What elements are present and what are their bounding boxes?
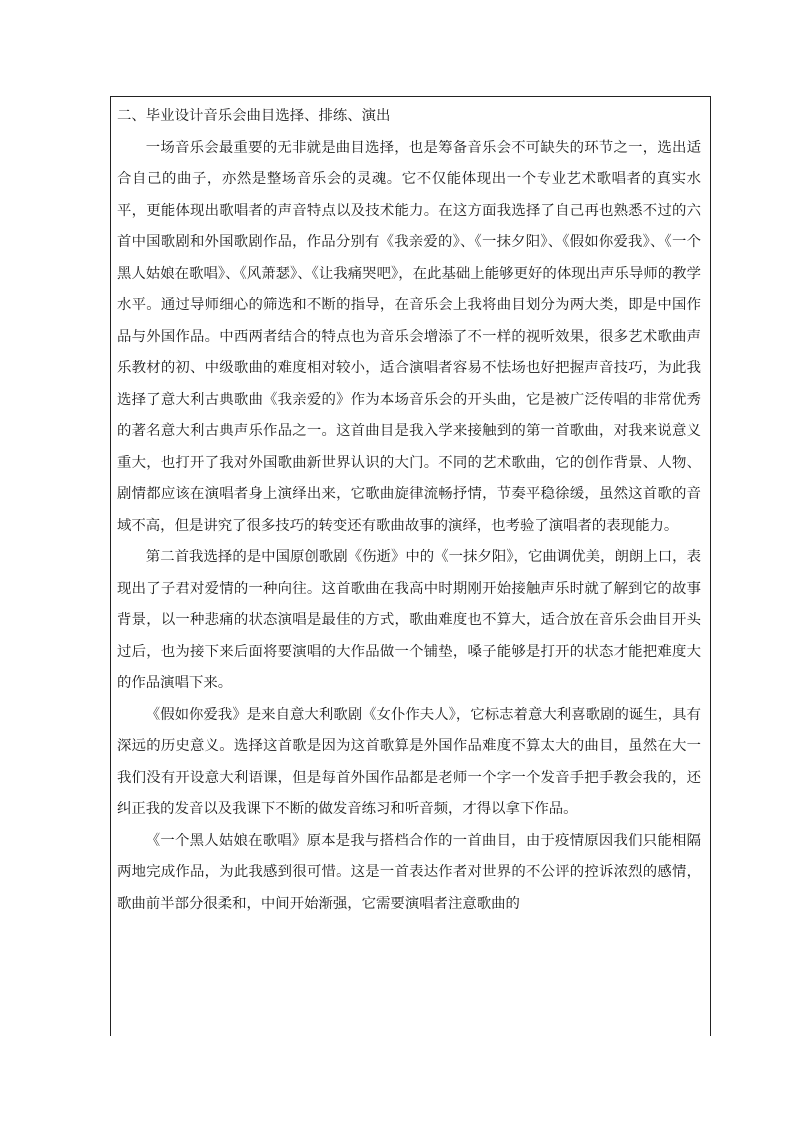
paragraph-song-selection: 一场音乐会最重要的无非就是曲目选择，也是筹备音乐会不可缺失的环节之一，选出适合自己的曲子，亦然是整场音乐会的灵魂。它不仅能体现出一个专业艺术歌唱者的真实水平，更能体现出歌唱者的声音特点以及技术能力。在这方面我选择了自己再也熟悉不过的六首中国歌剧和外国歌剧作品，作品分别有《我亲爱的》、《一抹夕阳》、《假如你爱我》、《一个黑人姑娘在歌唱》、《风萧瑟》、《让我痛哭吧》，在此基础上能够更好的体现出声乐导师的教学水平。通过导师细心的筛选和不断的指导，在音乐会上我将曲目划分为两大类，即是中国作品与外国作品。中西两者结合的特点也为音乐会增添了不一样的视听效果，很多艺术歌曲声乐教材的初、中级歌曲的难度相对较小，适合演唱者容易不怯场也好把握声音技巧，为此我选择了意大利古典歌曲《我亲爱的》作为本场音乐会的开头曲，它是被广泛传唱的非常优秀的著名意大利古典声乐作品之一。这首曲目是我入学来接触到的第一首歌曲，对我来说意义重大，也打开了我对外国歌曲新世界认识的大门。不同的艺术歌曲，它的创作背景、人物、剧情都应该在演唱者身上演绎出来，它歌曲旋律流畅抒情，节奏平稳徐缓，虽然这首歌的音域不高，但是讲究了很多技巧的转变还有歌曲故事的演绎，也考验了演唱者的表现能力。 xyxy=(117,139,701,534)
table-cell-frame xyxy=(110,96,711,1036)
section-heading: 二、毕业设计音乐会曲目选择、排练、演出 xyxy=(117,108,391,124)
paragraph-fourth-song: 《一个黑人姑娘在歌唱》原本是我与搭档合作的一首曲目，由于疫情原因我们只能相隔两地完成作品，为此我感到很可惜。这是一首表达作者对世界的不公评的控诉浓烈的感情，歌曲前半部分很柔和，中间开始渐强，它需要演唱者注意歌曲的 xyxy=(117,832,701,912)
paragraph-third-song: 《假如你爱我》是来自意大利歌剧《女仆作夫人》，它标志着意大利喜歌剧的诞生，具有深远的历史意义。选择这首歌是因为这首歌算是外国作品难度不算太大的曲目，虽然在大一我们没有开设意大利语课，但是每首外国作品都是老师一个字一个发音手把手教会我的，还纠正我的发音以及我课下不断的做发音练习和听音频，才得以拿下作品。 xyxy=(117,706,701,817)
paragraph-second-song: 第二首我选择的是中国原创歌剧《伤逝》中的《一抹夕阳》，它曲调优美，朗朗上口，表现出了子君对爱情的一种向往。这首歌曲在我高中时期刚开始接触声乐时就了解到它的故事背景，以一种悲痛的状态演唱是最佳的方式，歌曲难度也不算大，适合放在音乐会曲目开头过后，也为接下来后面将要演唱的大作品做一个铺垫，嗓子能够是打开的状态才能把难度大的作品演唱下来。 xyxy=(117,549,701,691)
section-content xyxy=(117,101,701,920)
